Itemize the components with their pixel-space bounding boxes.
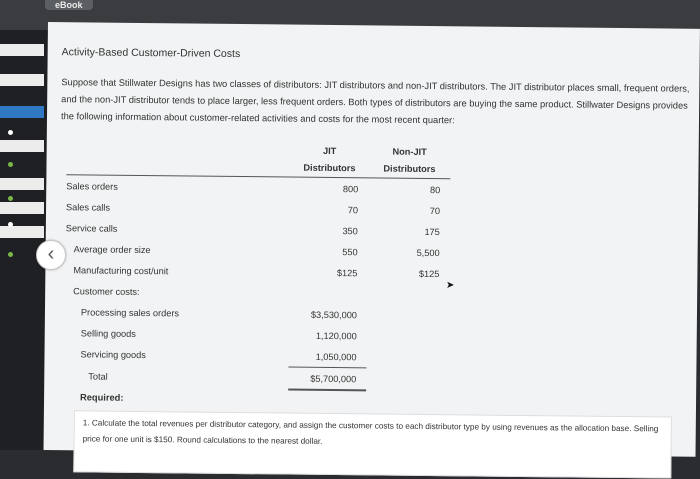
mouse-cursor-icon: ➤ — [446, 280, 455, 291]
row-label: Servicing goods — [80, 349, 146, 360]
cost-value: 1,050,000 — [288, 346, 366, 368]
status-dot-icon — [8, 130, 13, 135]
total-value: $5,700,000 — [288, 367, 366, 390]
table-row — [64, 365, 448, 392]
total-label: Total — [88, 371, 108, 382]
nonjit-value: 175 — [424, 226, 440, 237]
question-text: 1. Calculate the total revenues per distributor category, and assign the customer costs to each distributor type by using revenues as the allocation base. Selling price for one unit is $150. Round calculations to the nearest dollar. — [73, 410, 672, 478]
status-dot-icon — [8, 162, 13, 167]
chevron-left-icon[interactable]: ‹ — [36, 240, 66, 270]
row-label: Sales orders — [66, 180, 118, 192]
column-header-jit: JIT — [322, 145, 337, 157]
jit-value: 550 — [342, 246, 358, 257]
jit-value: 800 — [342, 183, 359, 194]
cost-value: $3,530,000 — [310, 309, 358, 320]
customer-costs-label: Customer costs: — [73, 285, 140, 297]
nonjit-value: 5,500 — [416, 247, 440, 258]
status-dot-icon — [8, 252, 13, 257]
row-label: Processing sales orders — [80, 306, 180, 318]
sidebar-item[interactable] — [0, 226, 44, 238]
column-header-nonjit-sub: Distributors — [368, 160, 450, 178]
row-label: Manufacturing cost/unit — [73, 264, 169, 276]
nonjit-value: 80 — [429, 184, 441, 195]
nonjit-value: 70 — [429, 205, 441, 216]
status-dot-icon — [8, 196, 13, 201]
sidebar-item[interactable] — [0, 74, 44, 86]
data-table — [64, 140, 451, 392]
row-label: Service calls — [65, 222, 118, 234]
ebook-tab[interactable]: eBook — [45, 0, 93, 10]
column-header-nonjit: Non-JIT — [392, 146, 427, 157]
sidebar — [0, 30, 48, 450]
row-label: Average order size — [73, 243, 151, 255]
sidebar-item-active[interactable] — [0, 106, 44, 118]
sidebar-item[interactable] — [0, 202, 44, 214]
status-dot-icon — [8, 222, 13, 227]
column-header-jit-sub: Distributors — [290, 160, 368, 178]
row-label: Selling goods — [80, 327, 136, 339]
cost-value: 1,120,000 — [315, 330, 357, 341]
required-heading: Required: — [80, 392, 124, 403]
jit-value: 70 — [347, 204, 359, 215]
question-page — [44, 22, 700, 457]
problem-intro: Suppose that Stillwater Designs has two classes of distributors: JIT distributors and non-JIT distributors. The JIT distributor places small, frequent orders, and the non-JIT distributor tends to place larger, less frequent orders. Both types of distributors are buying the same product. Stillwater Designs provides the following information about customer-related activities and costs for the most recent quarter: — [60, 77, 690, 126]
page-title: Activity-Based Customer-Driven Costs — [61, 46, 241, 61]
row-label: Sales calls — [66, 201, 111, 213]
sidebar-item[interactable] — [0, 140, 44, 152]
sidebar-item[interactable] — [0, 44, 44, 56]
jit-value: $125 — [336, 267, 358, 278]
sidebar-item[interactable] — [0, 178, 44, 190]
nonjit-value: $125 — [418, 268, 440, 279]
jit-value: 350 — [342, 225, 358, 236]
